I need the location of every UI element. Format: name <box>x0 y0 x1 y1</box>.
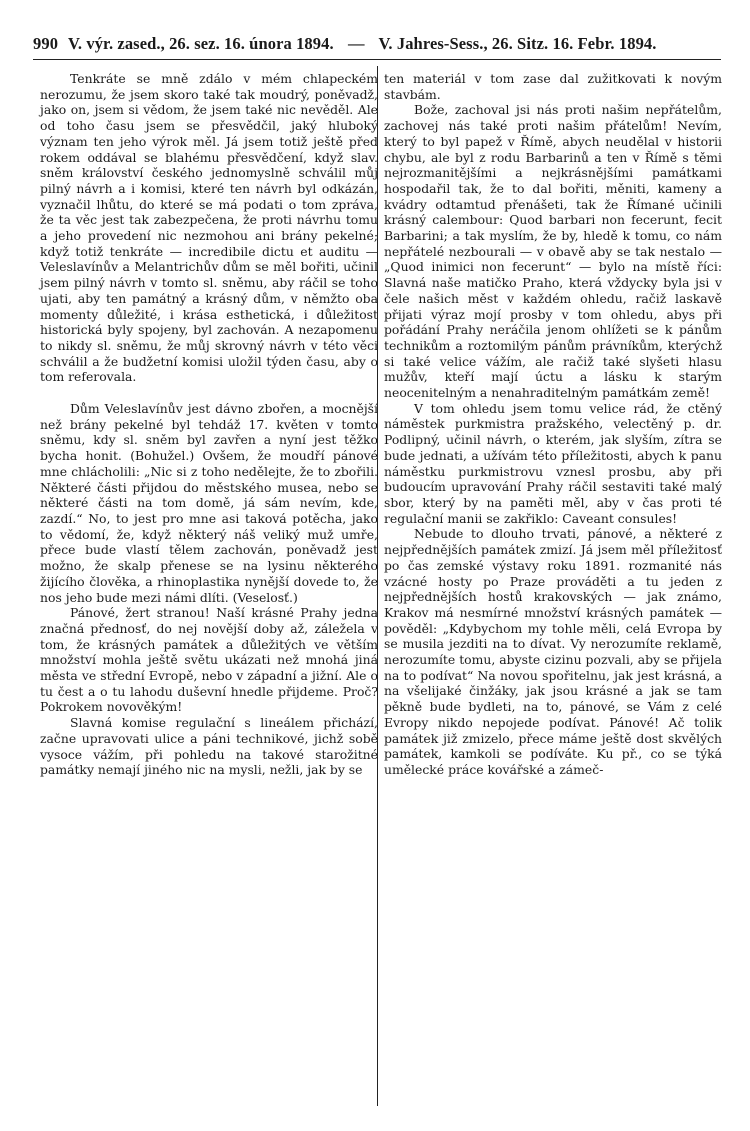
left-column <box>40 71 378 778</box>
column-divider <box>377 66 378 1106</box>
left-paragraph-3: Pánové, žert stranou! Naší krásné Prahy jedna značná přednosť, do nej novější doby až, záležela v tom, že krásných památek a důležitých ve větším množství mohla ještě světu ukázati než mnohá jiná města ve střední Evropě, nebo v západní a jižní. Ale o tu čest a o tu lahodu duševní hnedle přijdeme. Proč? Pokrokem novověkým! <box>40 605 378 715</box>
header-rule <box>33 59 721 60</box>
page-number: 990 <box>33 34 59 53</box>
right-paragraph-1: ten materiál v tom zase dal zužitkovati k novým stavbám. <box>384 71 722 102</box>
header-separator: — <box>347 34 365 53</box>
left-paragraph-2: Dům Veleslavínův jest dávno zbořen, a mocnější než brány pekelné byl tehdáž 17. květen v tomto sněmu, kdy sl. sněm byl zavřen a nyní jest těžko bycha honit. (Bohužel.) Ovšem, že moudří pánové mne chlácholili: „Nic si z toho nedělejte, že to zbořili. Některé části přijdou do městského musea, nebo se některé části na tom domě, já sám nevím, kde, zazdí.“ No, to jest pro mne asi taková potěcha, jako to vědomí, že, když některý náš veliký muž umře, přece bude vlastí tělem zachován, poněvadž jest možno, že skalp přenese se na lysinu některého žijícího člověka, a rhinoplastika nynější dovede to, že nos jeho bude mezi námi dlíti. (Veselosť.) <box>40 401 378 605</box>
right-paragraph-2: Bože, zachoval jsi nás proti našim nepřátelům, zachovej nás také proti našim přátelům! Nevím, který to byl papež v Římě, abych neudělal v historii chybu, ale byl z rodu Barbarinů a ten v Římě s těmi nejrozmanitějšími a nejkrásnějšími památkami hospodařil tak, že to dal bořiti, měniti, kameny a kvádry odtamtud přenášeti, tak že Římané učinili krásný calembour: Quod barbari non fecerunt, fecit Barbarini; a tak myslím, že by, hledě k tomu, co nám nepřátelé nezbourali — v obavě aby se tak nestalo — „Quod inimici non fecerunt“ — bylo na místě říci: Slavná naše matičko Praho, která vždycky byla jsi v čele našich měst v každém ohledu, račiž laskavě přijati výraz mojí prosby v tom ohledu, abys při pořádání Prahy neráčila jenom ohlížeti se k pánům technikům a roztomilým pánům právníkům, kterýchž si také velice vážím, ale račiž také slyšeti hlasu mužův, kteří mají úctu a lásku k starým neocenitelným a nenahraditelným památkám země! <box>384 102 722 401</box>
right-paragraph-3: V tom ohledu jsem tomu velice rád, že ctěný náměstek purkmistra pražského, velectěný p. dr. Podlipný, učinil návrh, o kterém, jak slyším, zítra se bude jednati, a užívám této příležitosti, abych k panu náměstku purkmistrovu vznesl prosbu, aby při budoucím upravování Prahy ráčil sestaviti také malý sbor, který by na paměti měl, aby v čas proti té regulační manii se zakřiklo: Caveant consules! <box>384 400 722 526</box>
right-paragraph-4: Nebude to dlouho trvati, pánové, a některé z nejpřednějších památek zmizí. Já jsem měl příležitosť po čas zemské výstavy roku 1891. rozmanité nás vzácné hosty po Praze prováděti a tu jeden z nejpřednějších hostů krakovských — jak známo, Krakov má nesmírné množství krásných památek — pověděl: „Kdybychom my tohle měli, celá Evropa by se musila jezditi na to dívat. Vy nerozumíte reklamě, nerozumíte tomu, abyste cizinu pozvali, aby se přijela na to podívat“ Na novou spořitelnu, jak jest krásná, a na všelijaké činžáky, jak jsou krásné a jak se tam pěkně bude bydleti, na to, pánové, se Vám z celé Evropy nikdo nepojede podívat. Pánové! Ač tolik památek již zmizelo, přece máme ještě dost skvělých památek, kamkoli se podíváte. Ku př., co se týká umělecké práce kovářské a zámeč- <box>384 526 722 777</box>
header-title-german: V. Jahres-Sess., 26. Sitz. 16. Febr. 1894. <box>378 34 657 53</box>
running-header <box>33 34 721 56</box>
right-column <box>384 71 722 778</box>
left-paragraph-1: Tenkráte se mně zdálo v mém chlapeckém nerozumu, že jsem skoro také tak moudrý, poněvadž, jako on, jsem si vědom, že jsem také nic nevěděl. Ale od toho času jsem se přesvědčil, jaký hluboký význam ten jeho výrok měl. Já jsem totiž ještě před rokem oddával se blahému přesvědčení, když slav. sněm království českého jednomyslně schválil můj pilný návrh a i komisi, které ten návrh byl odkázán, vyznačil lhůtu, do které se má podati o tom zpráva, že ta věc jest tak zabezpečena, že proti návrhu tomu a jeho provedení nic nezmohou ani brány pekelné; když totiž tenkráte — incredibile dictu et auditu — Veleslavínův a Melantrichův dům se měl bořiti, učinil jsem pilný návrh v tomto sl. sněmu, aby ráčil se toho ujati, aby ten památný a krásný dům, v němžto oba momenty důležité, i krása esthetická, i důležitost historická byly spojeny, byl zachován. A nezapomenu to nikdy sl. sněmu, že můj skrovný návrh v této věci schválil a že budžetní komisi uložil týden času, aby o tom referovala. <box>40 71 378 385</box>
left-paragraph-4: Slavná komise regulační s lineálem přichází, začne upravovati ulice a páni technikové, jichž sobě vysoce vážím, při pohledu na takové starožitné památky nemají jiného nic na mysli, nežli, jak by se <box>40 715 378 778</box>
header-title-czech: V. výr. zased., 26. sez. 16. února 1894. <box>68 34 334 53</box>
